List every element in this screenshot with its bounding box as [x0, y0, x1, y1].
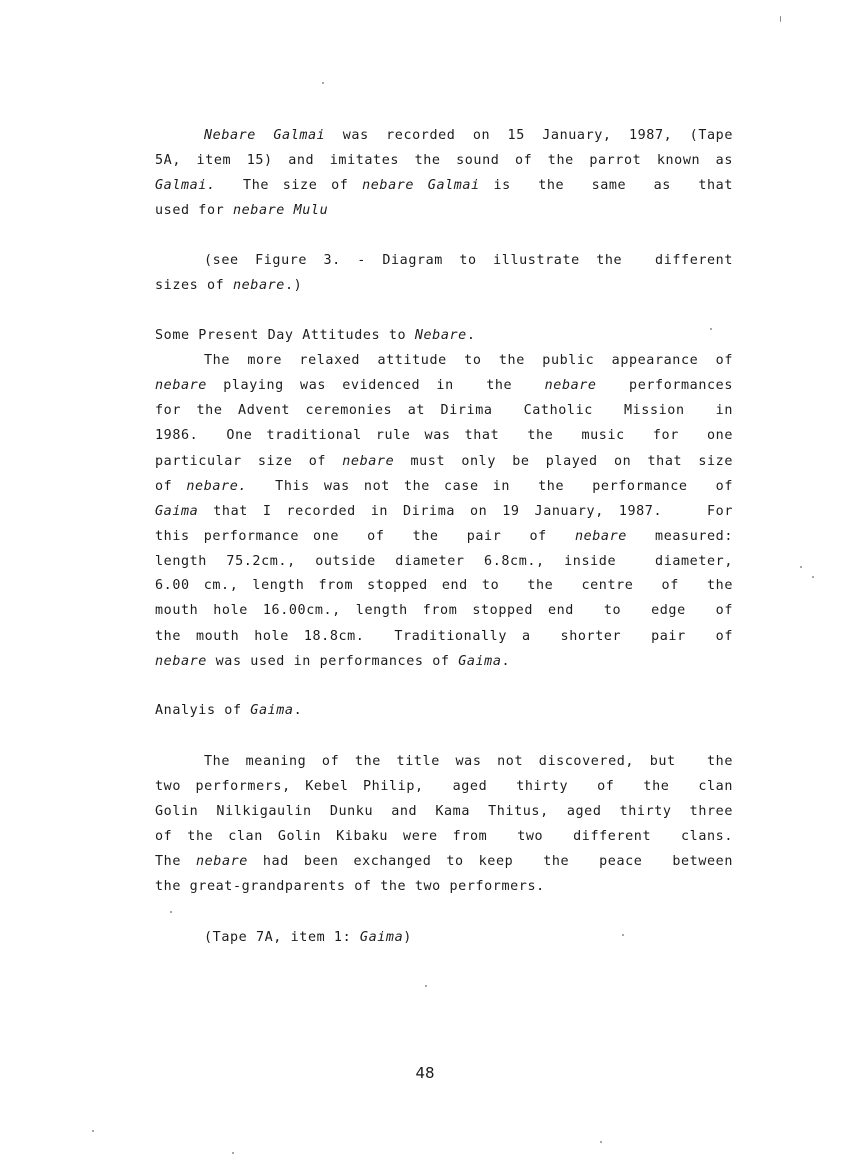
scan-speck — [232, 1152, 234, 1154]
text-run: The more relaxed attitude to the public appearance of — [204, 353, 733, 368]
text-line — [155, 777, 733, 797]
page-number: 48 — [415, 1064, 435, 1082]
text-run: ) — [403, 930, 412, 945]
text-line — [155, 527, 733, 547]
text-line — [155, 502, 733, 522]
text-run: Golin Nilkigaulin Dunku and Kama Thitus, aged thirty three — [155, 804, 733, 819]
text-line — [155, 326, 733, 346]
text-line — [155, 601, 733, 621]
text-run: The — [155, 854, 196, 869]
text-line — [204, 351, 733, 371]
text-run: performances — [596, 378, 733, 393]
text-run: this performance one of the pair of — [155, 529, 575, 544]
text-run: was used in performances of — [206, 654, 459, 669]
italic-term: Gaima — [458, 654, 502, 669]
text-run: the great-grandparents of the two performers. — [155, 879, 545, 894]
text-run: was recorded on 15 January, 1987, (Tape — [325, 128, 733, 143]
text-run: two performers, Kebel Philip, aged thirty of the clan — [155, 779, 733, 794]
italic-term: Gaima — [359, 930, 404, 945]
text-line — [155, 552, 733, 572]
text-line — [155, 802, 733, 822]
text-run: 6.00 cm., length from stopped end to the centre of the — [155, 578, 733, 593]
italic-term: Gaima — [155, 504, 199, 519]
italic-term: nebare — [342, 454, 395, 469]
italic-term: nebare — [155, 378, 207, 393]
text-run: that I recorded in Dirima on 19 January, 1987. For — [198, 504, 733, 519]
text-run: playing was evidenced in the — [206, 378, 545, 393]
text-run: particular size of — [155, 454, 343, 469]
text-run: used for — [155, 203, 233, 218]
text-line — [155, 627, 733, 647]
text-line — [155, 452, 733, 472]
scan-speck — [780, 16, 781, 22]
text-line — [204, 752, 733, 772]
text-line — [155, 852, 733, 872]
text-run: is the same as that — [479, 178, 733, 193]
text-run: .) — [284, 278, 303, 293]
text-run: of — [155, 479, 187, 494]
text-run: for the Advent ceremonies at Dirima Catholic Mission in — [155, 403, 733, 418]
scan-speck — [812, 576, 814, 578]
italic-term: nebare Galmai — [362, 178, 480, 193]
italic-term: nebare. — [186, 479, 248, 494]
text-line — [204, 251, 733, 271]
italic-term: nebare Mulu — [232, 203, 329, 218]
text-line — [155, 652, 733, 672]
text-line — [155, 176, 733, 196]
text-line — [155, 576, 733, 596]
scan-speck — [425, 985, 427, 987]
text-run: must only be played on that size — [394, 454, 733, 469]
text-line — [155, 376, 733, 396]
text-run: 5A, item 15) and imitates the sound of the parrot known as — [155, 153, 733, 168]
scan-speck — [322, 82, 324, 84]
text-run: had been exchanged to keep the peace between — [247, 854, 733, 869]
italic-term: Nebare — [414, 328, 467, 343]
scan-speck — [600, 1141, 602, 1143]
text-line — [204, 126, 733, 146]
text-line — [155, 276, 733, 296]
text-run: The meaning of the title was not discovered, but the — [204, 754, 733, 769]
text-run: . — [466, 328, 476, 343]
text-line — [155, 426, 733, 446]
text-run: Some Present Day Attitudes to — [155, 328, 415, 343]
text-run: The size of — [215, 178, 363, 193]
text-line — [155, 151, 733, 171]
text-run: of the clan Golin Kibaku were from two different clans. — [155, 829, 733, 844]
text-line — [155, 401, 733, 421]
text-run: . — [501, 654, 511, 669]
italic-term: nebare — [195, 854, 248, 869]
italic-term: nebare — [544, 378, 597, 393]
text-line — [155, 877, 733, 897]
text-run: . — [293, 703, 303, 718]
text-run: (Tape 7A, item 1: — [204, 930, 360, 945]
scan-speck — [800, 566, 802, 568]
scan-speck — [170, 911, 172, 913]
text-run: (see Figure 3. - Diagram to illustrate the different — [204, 253, 733, 268]
text-run: Analyis of — [155, 703, 251, 718]
scan-speck — [622, 934, 624, 936]
text-run: sizes of — [155, 278, 233, 293]
text-run: mouth hole 16.00cm., length from stopped end to edge of — [155, 603, 733, 618]
scan-speck — [92, 1130, 94, 1132]
scan-speck — [710, 328, 712, 330]
italic-term: Gaima — [250, 703, 294, 718]
text-run: 1986. One traditional rule was that the music for one — [155, 428, 733, 443]
text-line — [155, 701, 733, 721]
italic-term: nebare — [574, 529, 627, 544]
italic-term: nebare — [155, 654, 207, 669]
text-line — [155, 477, 733, 497]
text-line — [155, 201, 733, 221]
text-run: This was not the case in the performance of — [247, 479, 733, 494]
italic-term: nebare — [232, 278, 285, 293]
italic-term: Galmai. — [155, 178, 216, 193]
text-line — [155, 827, 733, 847]
italic-term: Nebare Galmai — [204, 128, 326, 143]
text-run: length 75.2cm., outside diameter 6.8cm., inside diameter, — [155, 554, 733, 569]
text-line — [204, 928, 733, 948]
text-run: measured: — [626, 529, 733, 544]
text-run: the mouth hole 18.8cm. Traditionally a shorter pair of — [155, 629, 733, 644]
